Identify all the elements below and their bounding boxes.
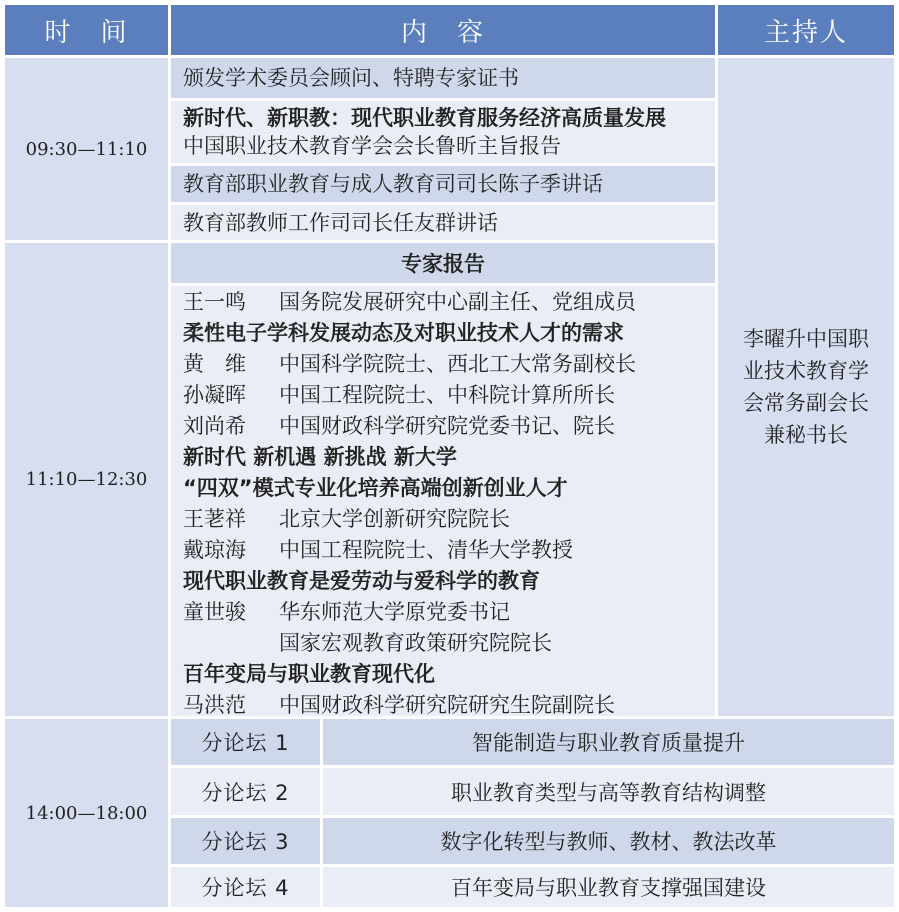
speaker-role: 国务院发展研究中心副主任、党组成员 [279, 290, 636, 314]
session1-time: 09:30—11:10 [5, 58, 168, 240]
header-time: 时 间 [5, 5, 168, 55]
header-host: 主持人 [718, 5, 894, 55]
speaker-role: 国家宏观教育政策研究院院长 [279, 631, 552, 655]
speaker-row [183, 504, 715, 535]
host-cell [718, 58, 894, 716]
session2-list [171, 286, 715, 716]
forum-topic [323, 768, 894, 815]
session1-row-1 [171, 58, 715, 98]
report-topic: 百年变局与职业教育现代化 [183, 662, 435, 686]
speaker-row [183, 411, 715, 442]
session1-row-3 [171, 166, 715, 202]
forum-label [171, 768, 320, 815]
session1-row-2 [171, 101, 715, 163]
report-topic: “四双”模式专业化培养高端创新创业人才 [183, 476, 568, 500]
speaker-row [183, 690, 715, 721]
forum-topic-text: 职业教育类型与高等教育结构调整 [451, 780, 766, 805]
speaker-name: 刘尚希 [183, 414, 246, 438]
session1-item: 教育部教师工作司司长任友群讲话 [183, 210, 498, 235]
speaker-role: 北京大学创新研究院院长 [279, 507, 510, 531]
speaker-row [183, 349, 715, 380]
session1-item: 中国职业技术教育学会会长鲁昕主旨报告 [183, 134, 561, 158]
session1-item: 教育部职业教育与成人教育司司长陈子季讲话 [183, 172, 603, 196]
speaker-name: 戴琼海 [183, 538, 246, 562]
speaker-role: 中国工程院院士、中科院计算所所长 [279, 383, 615, 407]
speaker-role: 中国科学院院士、西北工大常务副校长 [279, 352, 636, 376]
speaker-name: 王一鸣 [183, 290, 246, 314]
speaker-name: 孙凝晖 [183, 383, 246, 407]
host-text: 李曜升中国职业技术教育学会常务副会长兼秘书长 [743, 327, 869, 447]
forum-topic [323, 867, 894, 907]
speaker-role: 中国工程院院士、清华大学教授 [279, 538, 573, 562]
forum-topic-text: 智能制造与职业教育质量提升 [472, 731, 745, 755]
forum-label-text: 分论坛 4 [201, 876, 290, 900]
header-content: 内 容 [171, 5, 715, 55]
report-topic: 新时代 新机遇 新挑战 新大学 [183, 445, 457, 469]
speaker-row [183, 380, 715, 411]
forum-topic-text: 百年变局与职业教育支撑强国建设 [451, 876, 766, 900]
speaker-name: 童世骏 [183, 600, 246, 624]
session1-item: 颁发学术委员会顾问、特聘专家证书 [183, 66, 519, 90]
session3-time: 14:00—18:00 [5, 719, 168, 907]
forum-topic [323, 719, 894, 765]
forum-label [171, 818, 320, 864]
forum-topic-text: 数字化转型与教师、教材、教法改革 [440, 830, 777, 854]
speaker-role: 中国财政科学研究院党委书记、院长 [279, 414, 615, 438]
session2-title: 专家报告 [171, 243, 715, 283]
speaker-row [183, 535, 715, 566]
speaker-name: 马洪范 [183, 693, 246, 717]
report-topic: 现代职业教育是爱劳动与爱科学的教育 [183, 569, 540, 593]
forum-label [171, 867, 320, 907]
session1-row-4 [171, 205, 715, 240]
speaker-row [183, 628, 715, 659]
speaker-row [183, 287, 715, 318]
forum-label [171, 719, 320, 765]
speaker-row [183, 597, 715, 628]
forum-label-text: 分论坛 1 [201, 731, 290, 755]
report-topic: 柔性电子学科发展动态及对职业技术人才的需求 [183, 321, 624, 345]
speaker-role: 中国财政科学研究院研究生院副院长 [279, 693, 615, 717]
forum-topic [323, 818, 894, 864]
session2-time: 11:10—12:30 [5, 243, 168, 716]
speaker-role: 华东师范大学原党委书记 [279, 600, 510, 624]
speaker-name: 王荖祥 [183, 507, 246, 531]
forum-label-text: 分论坛 2 [201, 780, 290, 805]
speaker-name: 黄 维 [183, 352, 246, 376]
session1-topic: 新时代、新职教：现代职业教育服务经济高质量发展 [183, 106, 666, 130]
forum-label-text: 分论坛 3 [201, 830, 290, 854]
